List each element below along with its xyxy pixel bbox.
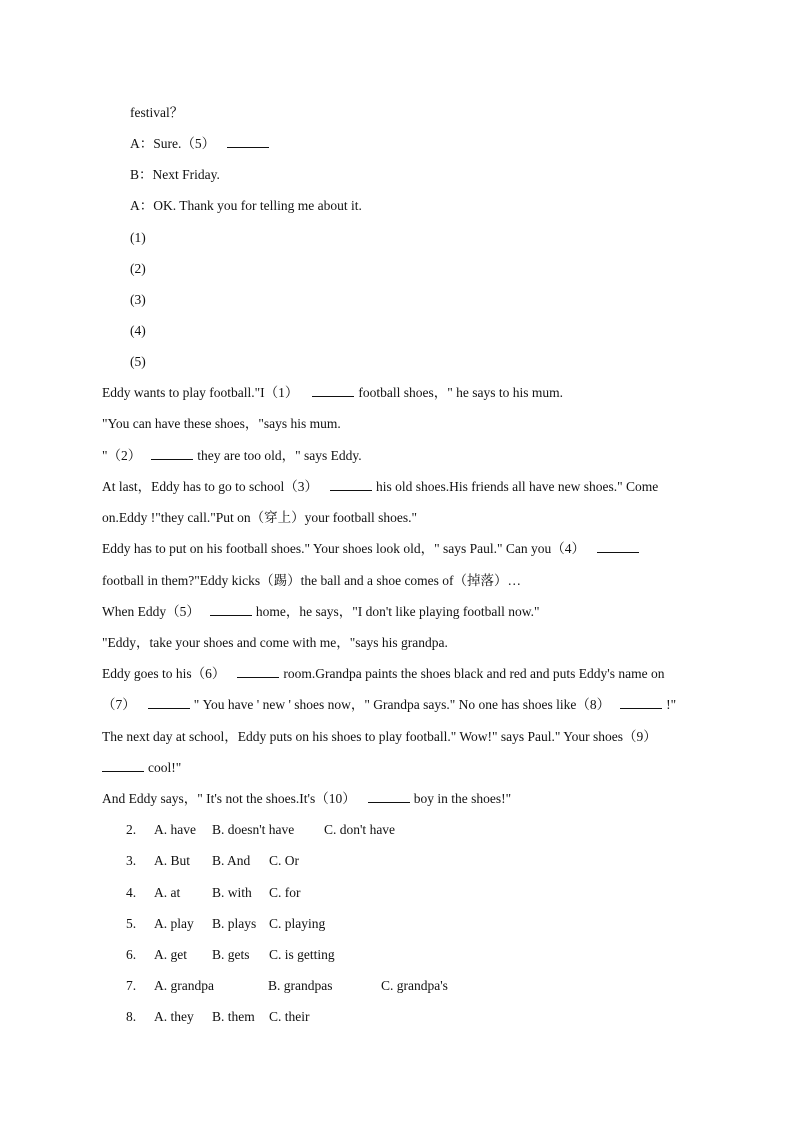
blank-9[interactable] (102, 759, 144, 772)
blank-2[interactable] (151, 447, 193, 460)
answer-line-1: (1) (130, 230, 146, 245)
question-7 (126, 977, 448, 995)
blank-3[interactable] (330, 478, 372, 491)
option-b[interactable]: B. doesn't have (212, 822, 295, 837)
option-b[interactable]: B. grandpas (268, 978, 333, 993)
option-c[interactable]: C. don't have (324, 822, 396, 837)
passage-text: Eddy has to put on his football shoes." Your shoes look old，" says Paul." Can you（4） (102, 541, 586, 556)
passage-line-7: football in them?"Eddy kicks（踢）the ball and a shoe comes of（掉落）… (102, 573, 522, 588)
option-a[interactable]: A. at (154, 885, 181, 900)
passage-text: his old shoes.His friends all have new shoes." Come (376, 479, 659, 494)
passage-line-2: "You can have these shoes，"says his mum. (102, 416, 341, 431)
passage-text: cool!" (148, 760, 182, 775)
passage-line-13 (102, 759, 181, 777)
option-a[interactable]: A. grandpa (154, 978, 214, 993)
blank-8[interactable] (620, 696, 662, 709)
answer-line-2: (2) (130, 261, 146, 276)
option-a[interactable]: A. have (154, 822, 196, 837)
passage-text: football shoes，" he says to his mum. (358, 385, 563, 400)
dialogue-a-ok-line: A：OK. Thank you for telling me about it. (130, 198, 362, 213)
dialogue-a-sure-line (130, 135, 273, 153)
passage-text: !" (666, 697, 677, 712)
passage-line-4 (102, 478, 658, 496)
passage-text: Eddy goes to his（6） (102, 666, 226, 681)
question-4 (126, 884, 301, 902)
passage-line-9: "Eddy，take your shoes and come with me，"says his grandpa. (102, 635, 448, 650)
answer-line-5: (5) (130, 354, 146, 369)
question-number: 7. (126, 978, 137, 993)
answer-blank[interactable] (227, 135, 269, 148)
question-number: 6. (126, 947, 137, 962)
option-a[interactable]: A. they (154, 1009, 194, 1024)
question-number: 8. (126, 1009, 137, 1024)
dialogue-a-sure-text: A：Sure.（5） (130, 136, 216, 151)
option-a[interactable]: A. get (154, 947, 187, 962)
question-6 (126, 946, 335, 964)
blank-1[interactable] (312, 384, 354, 397)
blank-6[interactable] (237, 665, 279, 678)
blank-7[interactable] (148, 696, 190, 709)
option-c[interactable]: C. grandpa's (381, 978, 448, 993)
passage-text: And Eddy says，" It's not the shoes.It's（10） (102, 791, 356, 806)
passage-line-5: on.Eddy !"they call."Put on（穿上）your football shoes." (102, 510, 417, 525)
option-c[interactable]: C. playing (269, 916, 326, 931)
option-a[interactable]: A. play (154, 916, 194, 931)
passage-text: When Eddy（5） (102, 604, 200, 619)
question-number: 5. (126, 916, 137, 931)
dialogue-b-line: B：Next Friday. (130, 167, 220, 182)
passage-text: " You have ' new ' shoes now，" Grandpa says." No one has shoes like（8） (193, 697, 611, 712)
dialogue-festival-line: festival？ (130, 105, 184, 120)
answer-line-4: (4) (130, 323, 146, 338)
question-number: 2. (126, 822, 137, 837)
passage-line-6 (102, 540, 643, 558)
passage-line-1 (102, 384, 563, 402)
passage-line-10 (102, 665, 664, 683)
question-number: 3. (126, 853, 137, 868)
question-3 (126, 852, 299, 870)
option-b[interactable]: B. with (212, 885, 252, 900)
passage-text: Eddy wants to play football."I（1） (102, 385, 299, 400)
option-b[interactable]: B. gets (212, 947, 250, 962)
passage-line-8 (102, 603, 540, 621)
option-c[interactable]: C. Or (269, 853, 299, 868)
option-c[interactable]: C. is getting (269, 947, 335, 962)
passage-line-11 (102, 696, 676, 714)
passage-line-14 (102, 790, 511, 808)
passage-text: they are too old，" says Eddy. (197, 448, 362, 463)
question-5 (126, 915, 325, 933)
passage-line-12: The next day at school，Eddy puts on his shoes to play football." Wow!" says Paul." Your shoes（9） (102, 729, 657, 744)
option-c[interactable]: C. their (269, 1009, 310, 1024)
option-b[interactable]: B. plays (212, 916, 257, 931)
passage-text: （7） (102, 697, 136, 712)
passage-text: At last，Eddy has to go to school（3） (102, 479, 318, 494)
passage-text: boy in the shoes!" (413, 791, 512, 806)
answer-line-3: (3) (130, 292, 146, 307)
option-a[interactable]: A. But (154, 853, 191, 868)
option-b[interactable]: B. And (212, 853, 251, 868)
blank-4[interactable] (597, 540, 639, 553)
passage-text: "（2） (102, 448, 142, 463)
blank-5[interactable] (210, 603, 252, 616)
blank-10[interactable] (368, 790, 410, 803)
option-b[interactable]: B. them (212, 1009, 255, 1024)
question-number: 4. (126, 885, 137, 900)
question-8 (126, 1008, 310, 1026)
passage-text: home，he says，"I don't like playing football now." (255, 604, 540, 619)
passage-line-3 (102, 447, 362, 465)
question-2 (126, 821, 395, 839)
passage-text: room.Grandpa paints the shoes black and red and puts Eddy's name on (283, 666, 665, 681)
option-c[interactable]: C. for (269, 885, 301, 900)
